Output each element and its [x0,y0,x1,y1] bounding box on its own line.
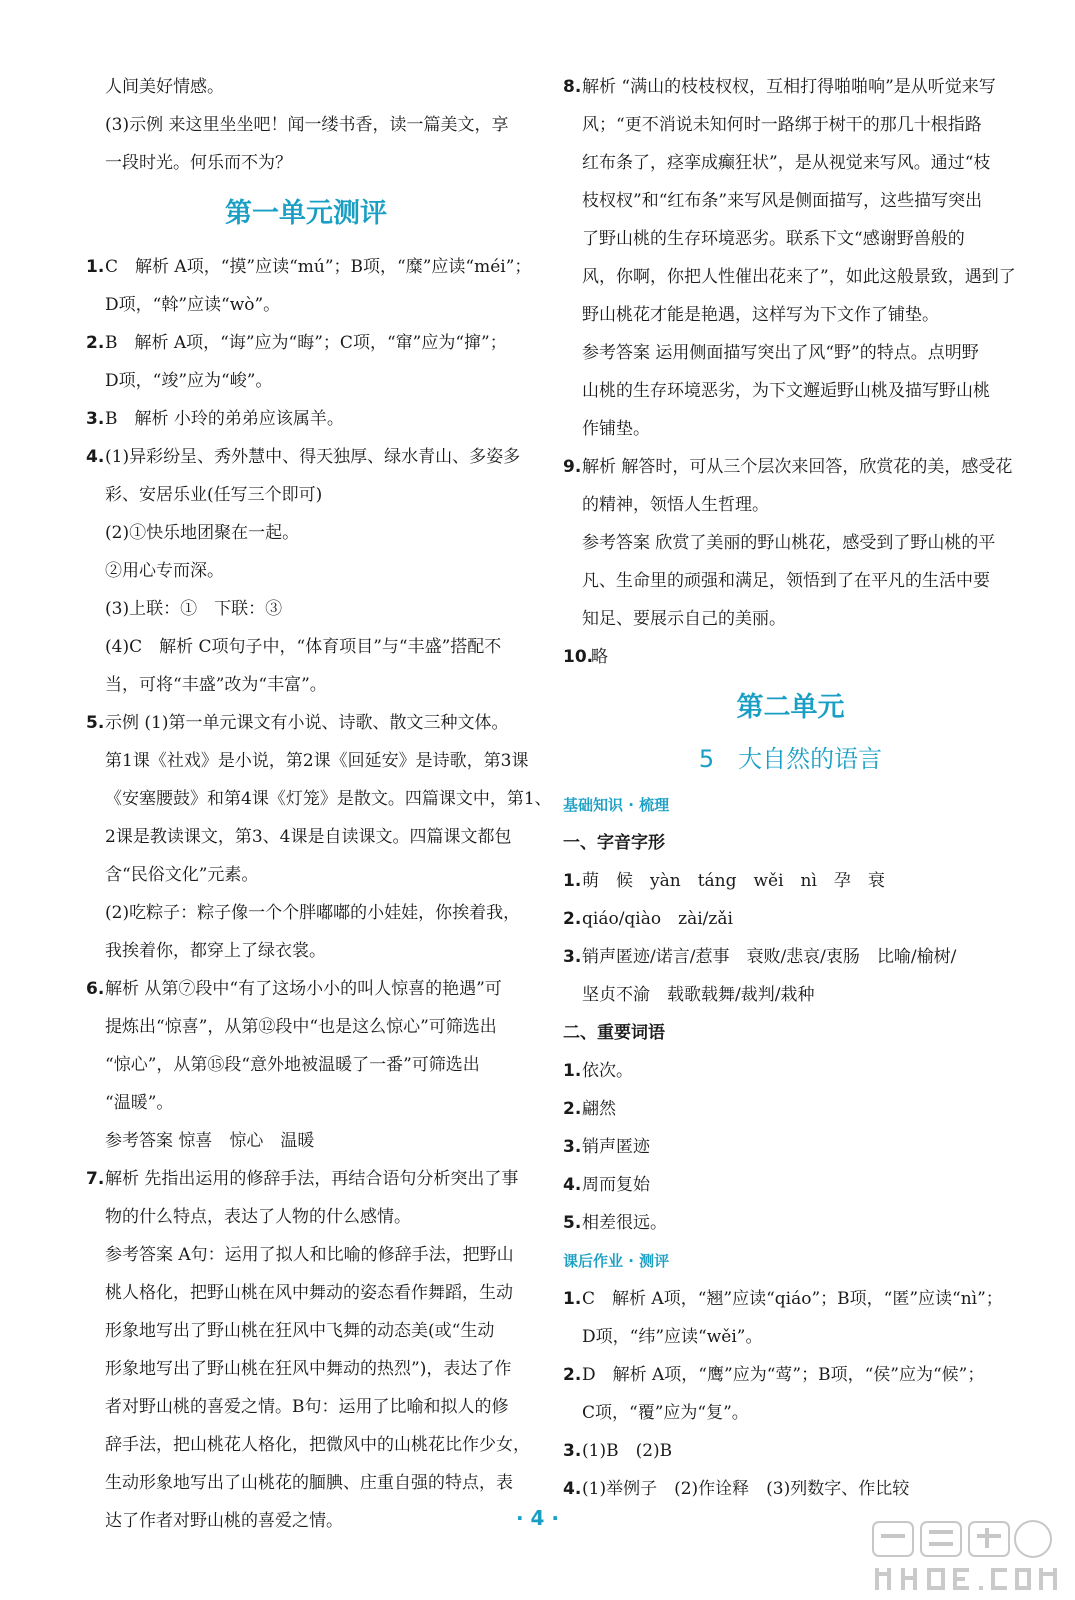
text-line: 第1课《社戏》是小说，第2课《回延安》是诗歌，第3课 [105,751,529,771]
answer-item: 3. B 解析 小玲的弟弟应该属羊。 [86,409,344,429]
section-heading: 基础知识 · 梳理 [563,796,670,814]
answer-item: 1. C 解析 A项，“翘”应读“qiáo”；B项，“匿”应读“nì”； [563,1289,1003,1309]
text-line: 彩、安居乐业(任写三个即可) [105,485,323,505]
text-line: 2课是教读课文，第3、4课是自读课文。四篇课文都包 [105,827,512,847]
answer-item: 10. 略 [563,647,608,667]
text-line: 生动形象地写出了山桃花的腼腆、庄重自强的特点，表 [105,1473,513,1493]
text-line: 一段时光。何乐而不为？ [105,153,292,173]
left-column [86,68,552,1540]
text-line: 提炼出“惊喜”，从第⑫段中“也是这么惊心”可筛选出 [105,1017,497,1037]
text-line: 坚贞不渝 载歌载舞/裁判/栽种 [582,985,815,1005]
text-line: 当，可将“丰盛”改为“丰富”。 [105,675,327,695]
text-line: 桃人格化，把野山桃在风中舞动的姿态看作舞蹈，生动 [105,1283,513,1303]
text-line: 了野山桃的生存环境恶劣。联系下文“感谢野兽般的 [582,229,965,249]
answer-item: 7. 解析 先指出运用的修辞手法，再结合语句分析突出了事 [86,1169,519,1189]
text-line: 者对野山桃的喜爱之情。B句：运用了比喻和拟人的修 [105,1397,509,1417]
text-line: 物的什么特点，表达了人物的什么感情。 [105,1207,411,1227]
section-heading: 课后作业 · 测评 [563,1252,670,1270]
text-line: 山桃的生存环境恶劣，为下文邂逅野山桃及描写野山桃 [582,381,990,401]
answer-item: 2. D 解析 A项，“鹰”应为“莺”；B项，“侯”应为“候”； [563,1365,985,1385]
text-line: 凡、生命里的顽强和满足，领悟到了在平凡的生活中要 [582,571,990,591]
text-line: 野山桃花才能是艳遇，这样写为下文作了铺垫。 [582,305,939,325]
text-line: 参考答案 惊喜 惊心 温暖 [105,1131,315,1151]
text-line: 《安塞腰鼓》和第4课《灯笼》是散文。四篇课文中，第1、 [105,789,552,809]
answer-item: 9. 解析 解答时，可从三个层次来回答，欣赏花的美，感受花 [563,457,1013,477]
text-line: 我挨着你，都穿上了绿衣裳。 [105,941,326,961]
lesson-title: 5 大自然的语言 [698,745,883,773]
page-number: · 4 · [515,1506,560,1530]
text-line: 达了作者对野山桃的喜爱之情。 [105,1511,343,1531]
text-line: D项，“斡”应读“wò”。 [105,295,281,315]
text-line: 参考答案 A句：运用了拟人和比喻的修辞手法，把野山 [105,1245,514,1265]
text-line: C项，“覆”应为“复”。 [582,1403,749,1423]
answer-item: 1. 依次。 [563,1061,633,1081]
answer-item: 5. 相差很远。 [563,1213,667,1233]
answer-item: 4. (1)异彩纷呈、秀外慧中、得天独厚、绿水青山、多姿多 [86,447,521,467]
answer-item: 2. B 解析 A项，“诲”应为“晦”；C项，“窜”应为“撺”； [86,333,507,353]
text-line: “温暖”。 [105,1093,174,1113]
text-line: D项，“纬”应读“wěi”。 [582,1327,763,1347]
answer-item: 8. 解析 “满山的枝枝杈杈，互相打得啪啪响”是从听觉来写 [563,77,996,97]
text-line: 形象地写出了野山桃在狂风中飞舞的动态美(或“生动 [105,1321,495,1341]
answer-item: 2. 翩然 [563,1099,616,1119]
right-column [563,68,1018,1508]
text-line: 参考答案 运用侧面描写突出了风“野”的特点。点明野 [582,343,979,363]
answer-item: 4. (1)举例子 (2)作诠释 (3)列数字、作比较 [563,1479,910,1499]
text-line: (3)示例 来这里坐坐吧！闻一缕书香，读一篇美文，享 [105,115,509,135]
answer-item: 3. 销声匿迹 [563,1137,650,1157]
text-line: D项，“竣”应为“峻”。 [105,371,273,391]
text-line: 人间美好情感。 [105,77,224,97]
unit-two-title: 第二单元 [736,692,845,723]
text-line: ②用心专而深。 [105,561,224,581]
answer-item: 5. 示例 (1)第一单元课文有小说、诗歌、散文三种文体。 [86,713,509,733]
watermark-logo-icon [865,1516,1065,1596]
text-line: 风，你啊，你把人性催出花来了”，如此这般景致，遇到了 [582,267,1016,287]
text-line: 形象地写出了野山桃在狂风中舞动的热烈”)，表达了作 [105,1359,512,1379]
answer-item: 6. 解析 从第⑦段中“有了这场小小的叫人惊喜的艳遇”可 [86,979,502,999]
text-line: 作铺垫。 [582,419,650,439]
text-line: 枝杈杈”和“红布条”来写风是侧面描写，这些描写突出 [582,191,983,211]
text-line: 参考答案 欣赏了美丽的野山桃花，感受到了野山桃的平 [582,533,996,553]
text-line: “惊心”，从第⑮段“意外地被温暖了一番”可筛选出 [105,1055,480,1075]
text-line: 含“民俗文化”元素。 [105,865,259,885]
answer-item: 4. 周而复始 [563,1175,650,1195]
answer-item: 3. (1)B (2)B [563,1441,673,1461]
text-line: 红布条了，痉挛成癫狂状”，是从视觉来写风。通过“枝 [582,153,991,173]
subsection-heading: 一、字音字形 [563,833,665,853]
unit-test-title: 第一单元测评 [225,198,387,229]
text-line: (2)吃粽子：粽子像一个个胖嘟嘟的小娃娃，你挨着我， [105,903,521,923]
text-line: 风；“更不消说未知何时一路绑于树干的那几十根指路 [582,115,982,135]
answer-item: 3. 销声匿迹/诺言/惹事 衰败/悲哀/衷肠 比喻/榆树/ [563,947,957,967]
text-line: (3)上联：① 下联：③ [105,599,283,619]
answer-item: 1. 萌 候 yàn táng wěi nì 孕 衰 [563,871,885,891]
answer-item: 2. qiáo/qiào zài/zǎi [563,909,733,929]
text-line: 的精神，领悟人生哲理。 [582,495,769,515]
text-line: 辞手法，把山桃花人格化，把微风中的山桃花比作少女， [105,1435,530,1455]
subsection-heading: 二、重要词语 [563,1023,665,1043]
text-line: (2)①快乐地团聚在一起。 [105,523,300,543]
text-line: (4)C 解析 C项句子中，“体育项目”与“丰盛”搭配不 [105,637,502,657]
answer-item: 1. C 解析 A项，“摸”应读“mú”；B项，“糜”应读“méi”； [86,257,532,277]
text-line: 知足、要展示自己的美丽。 [582,609,786,629]
